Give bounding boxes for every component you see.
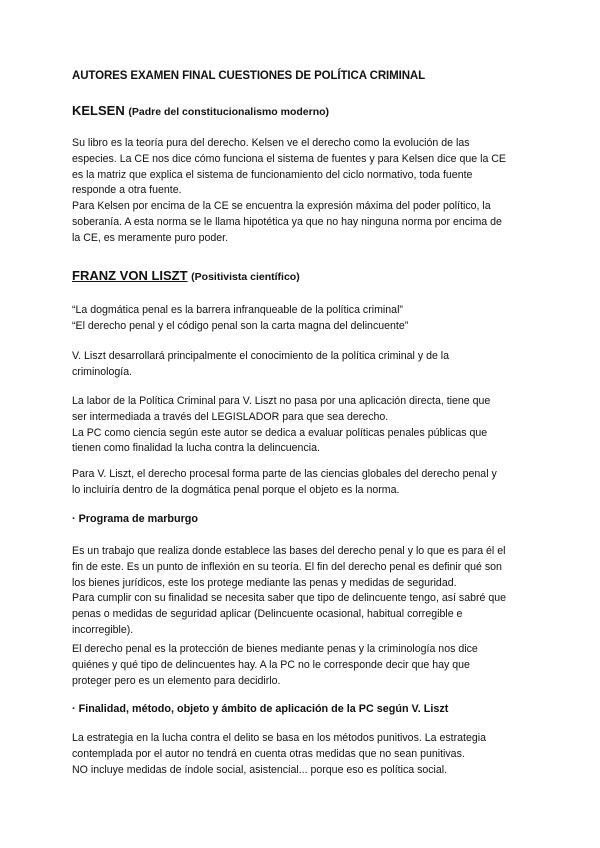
liszt-quotes [72,303,530,335]
text-line: Para Kelsen por encima de la CE se encuentra la expresión máxima del poder político, la [72,200,491,213]
text-line: proteger pero es un elemento para decidirlo. [72,674,281,687]
document-title: AUTORES EXAMEN FINAL CUESTIONES DE POLÍTICA CRIMINAL [72,70,426,82]
text-line: Para cumplir con su finalidad se necesita saber que tipo de delincuente tengo, así sabré que [72,592,507,605]
text-line: es la matriz que explica el sistema de funcionamiento del ciclo normativo, toda fuente [72,168,473,181]
text-line: la CE, es meramente puro poder. [72,231,229,244]
kelsen-heading [72,103,530,118]
text-line: V. Liszt desarrollará principalmente el conocimiento de la política criminal y de la [72,350,450,362]
text-line: ser intermediada a través del LEGISLADOR para que sea derecho. [72,410,389,423]
liszt-heading-main: FRANZ VON LISZT [72,268,188,283]
text-line: tienen como finalidad la lucha contra la delincuencia. [72,442,320,455]
quote-line: “La dogmática penal es la barrera infranqueable de la política criminal” [72,304,403,316]
text-line: especies. La CE nos dice cómo funciona el sistema de fuentes y para Kelsen dice que la CE [72,152,507,165]
text-line: La labor de la Política Criminal para V. Liszt no pasa por una aplicación directa, tiene que [72,395,491,407]
liszt-heading-sub: (Positivista científico) [191,271,300,283]
liszt-paragraph-5 [72,544,530,639]
kelsen-heading-main: KELSEN [72,103,125,118]
text-line: incorregible). [72,623,134,636]
text-line: criminología. [72,365,133,378]
liszt-paragraph-3 [72,394,530,457]
text-line: los bienes jurídicos, este los protege mediante las penas y medidas de seguridad. [72,576,457,589]
text-line: Para V. Liszt, el derecho procesal forma parte de las ciencias globales del derecho penal y [72,468,497,480]
text-line: responde a otra fuente. [72,184,182,197]
kelsen-paragraph [72,136,530,247]
text-line: contemplada por el autor no tendrá en cuenta otras medidas que no sean punitivas. [72,747,465,760]
kelsen-heading-sub: (Padre del constitucionalismo moderno) [128,106,330,118]
text-line: La PC como ciencia según este autor se dedica a evaluar políticas penales públicas que [72,426,488,439]
text-line: El derecho penal es la protección de bienes mediante penas y la criminología nos dice [72,643,478,655]
liszt-heading [72,268,530,283]
liszt-paragraph-2 [72,349,530,381]
text-line: NO incluye medidas de índole social, asistencial... porque eso es política social. [72,763,448,776]
text-line: fin de este. Es un punto de inflexión en su teoría. El fin del derecho penal es definir qué son [72,560,502,573]
text-line: penas o medidas de seguridad aplicar (Delincuente ocasional, habitual corregible e [72,608,463,621]
text-line: lo incluiría dentro de la dogmática penal porque el objeto es la norma. [72,483,400,496]
text-line: soberanía. A esta norma se le llama hipotética ya que no hay ninguna norma por encima de [72,215,502,228]
quote-line: “El derecho penal y el código penal son la carta magna del delincuente” [72,319,409,332]
text-line: quiénes y qué tipo de delincuentes hay. A la PC no le corresponde decir que hay que [72,658,470,671]
text-line: La estrategia en la lucha contra el delito se basa en los métodos punitivos. La estrategia [72,732,487,744]
text-line: Es un trabajo que realiza donde establece las bases del derecho penal y lo que es para él el [72,545,506,557]
text-line: Su libro es la teoría pura del derecho. Kelsen ve el derecho como la evolución de las [72,137,470,149]
liszt-paragraph-6 [72,642,530,689]
liszt-paragraph-7 [72,731,530,778]
finalidad-heading: · Finalidad, método, objeto y ámbito de aplicación de la PC según V. Liszt [72,703,449,715]
marburgo-heading: · Programa de marburgo [72,513,198,525]
liszt-paragraph-4 [72,467,530,499]
